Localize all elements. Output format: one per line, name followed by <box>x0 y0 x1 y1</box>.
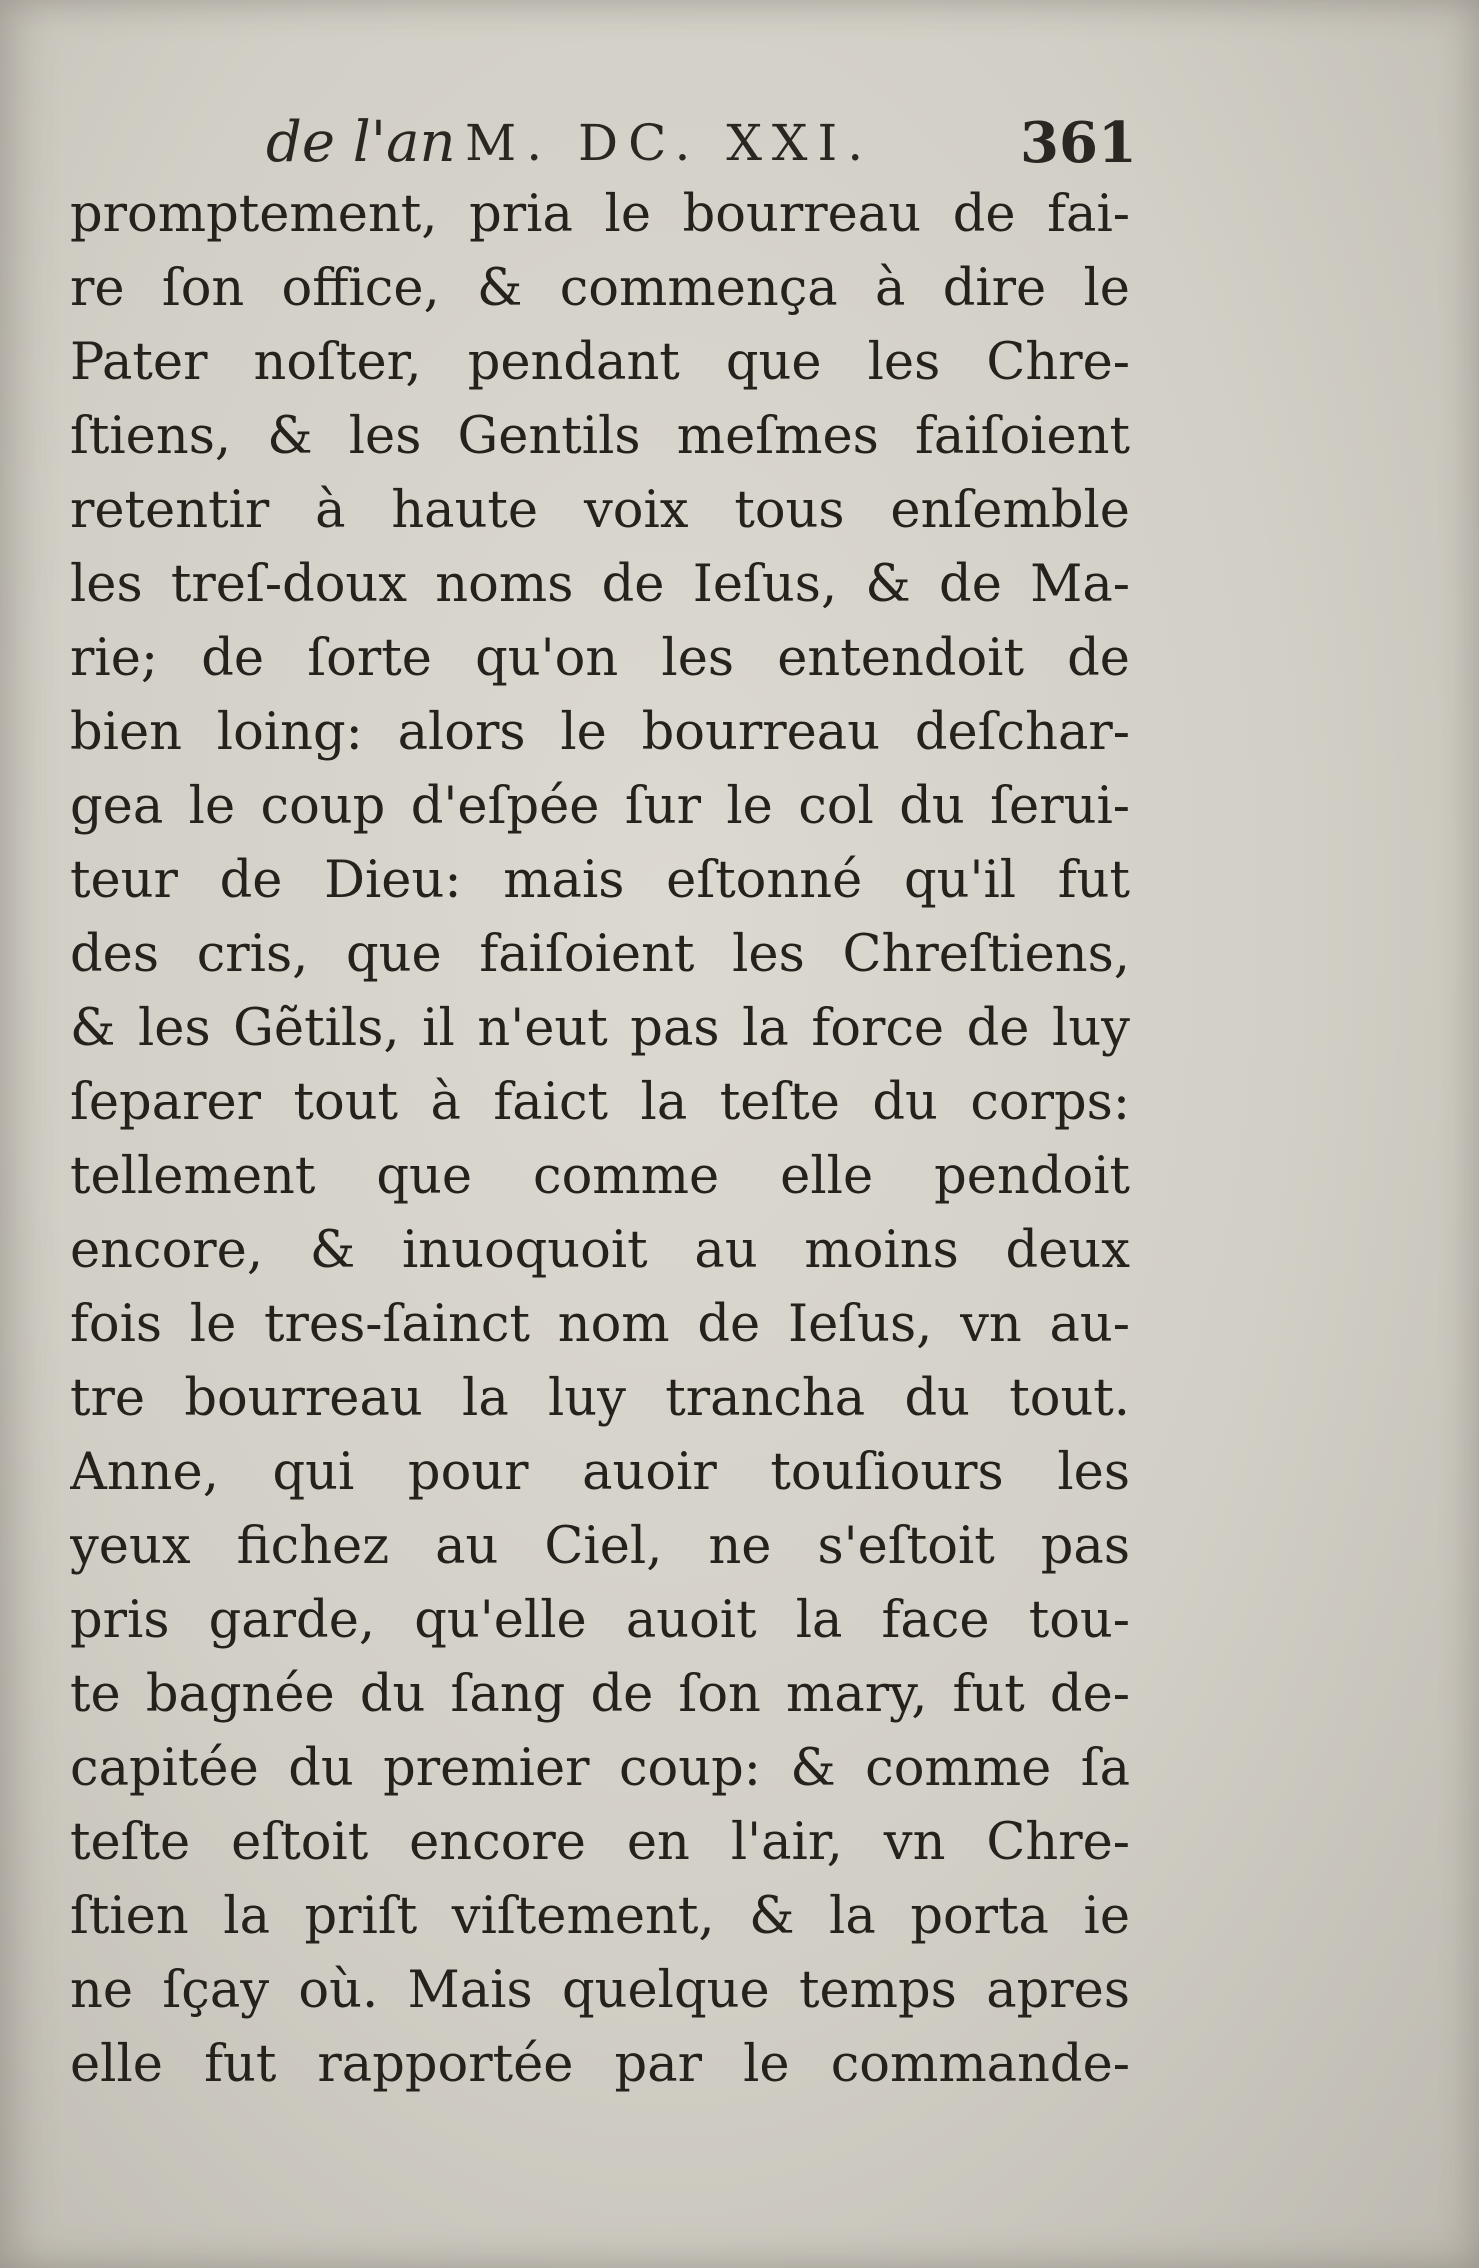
header-year: M. DC. XXI. <box>465 114 874 172</box>
text-line: tellement que comme elle pendoit <box>70 1147 1130 1206</box>
text-line: bien loing: alors le bourreau deſchar- <box>70 703 1130 762</box>
text-line: & les Gẽtils, il n'eut pas la force de luy <box>70 999 1130 1058</box>
running-title: de l'an <box>266 110 456 175</box>
text-line: ſeparer tout à faict la teſte du corps: <box>70 1073 1130 1132</box>
text-line: promptement, pria le bourreau de fai- <box>70 185 1130 244</box>
text-line: teur de Dieu: mais eſtonné qu'il fut <box>70 851 1130 910</box>
text-line: Pater noſter, pendant que les Chre- <box>70 333 1130 392</box>
text-line: tre bourreau la luy trancha du tout. <box>70 1369 1130 1428</box>
text-line: te bagnée du ſang de ſon mary, fut de- <box>70 1665 1130 1724</box>
text-line: ſtien la priſt viſtement, & la porta ie <box>70 1887 1130 1946</box>
text-line: yeux fichez au Ciel, ne s'eſtoit pas <box>70 1517 1130 1576</box>
text-line: gea le coup d'eſpée ſur le col du ſerui- <box>70 777 1130 836</box>
page-number: 361 <box>1020 110 1137 176</box>
text-line: fois le tres-ſainct nom de Ieſus, vn au- <box>70 1295 1130 1354</box>
text-line: encore, & inuoquoit au moins deux <box>70 1221 1130 1280</box>
text-line: ſtiens, & les Gentils meſmes faiſoient <box>70 407 1130 466</box>
body-text <box>70 178 1130 2102</box>
text-line: pris garde, qu'elle auoit la face tou- <box>70 1591 1130 1650</box>
text-line: les treſ-doux noms de Ieſus, & de Ma- <box>70 555 1130 614</box>
text-line: ne ſçay où. Mais quelque temps apres <box>70 1961 1130 2020</box>
text-line: teſte eſtoit encore en l'air, vn Chre- <box>70 1813 1130 1872</box>
text-line: re ſon office, & commença à dire le <box>70 259 1130 318</box>
text-line: retentir à haute voix tous enſemble <box>70 481 1130 540</box>
text-line: rie; de ſorte qu'on les entendoit de <box>70 629 1130 688</box>
text-line: capitée du premier coup: & comme ſa <box>70 1739 1130 1798</box>
text-line: des cris, que faiſoient les Chreſtiens, <box>70 925 1130 984</box>
text-line: Anne, qui pour auoir touſiours les <box>70 1443 1130 1502</box>
text-line: elle fut rapportée par le commande- <box>70 2035 1130 2094</box>
running-header <box>70 108 1137 178</box>
